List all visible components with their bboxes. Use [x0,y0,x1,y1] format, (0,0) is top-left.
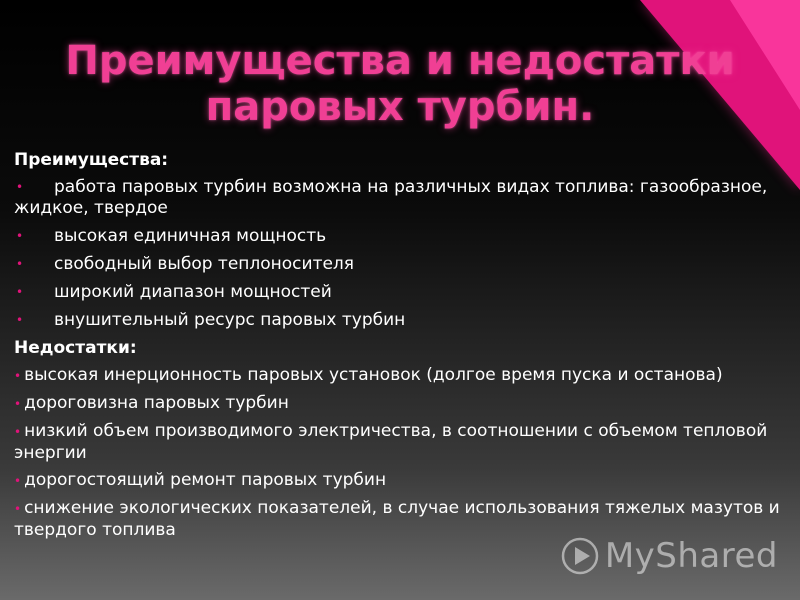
disadvantage-item [14,421,786,464]
advantage-item [14,226,786,247]
advantage-text: высокая единичная мощность [54,226,327,246]
bullet-icon: • [14,425,22,439]
bullet-icon: • [16,313,24,327]
bullet-icon: • [14,502,22,516]
slide-title: Преимущества и недостатки паровых турбин. [65,38,735,130]
bullet-icon: • [16,180,24,194]
bullet-icon: • [16,257,24,271]
disadvantage-text: снижение экологических показателей, в случае использования тяжелых мазутов и твердого топлива [14,498,780,540]
disadvantage-item [14,365,786,387]
disadvantage-text: дорогостоящий ремонт паровых турбин [24,470,387,490]
slide-content [14,150,786,547]
advantage-text: внушительный ресурс паровых турбин [54,310,406,330]
disadvantage-text: низкий объем производимого электричества, в соотношении с объемом тепловой энергии [14,421,768,463]
advantage-text: свободный выбор теплоносителя [54,254,355,274]
advantage-item [14,282,786,303]
advantage-text: работа паровых турбин возможна на различных видах топлива: газообразное, жидкое, твердое [14,177,768,218]
disadvantage-item [14,498,786,541]
bullet-icon: • [16,229,24,243]
play-triangle-icon [561,537,599,575]
advantages-heading: Преимущества: [14,150,169,170]
advantage-item [14,254,786,275]
disadvantage-item [14,393,786,415]
disadvantages-heading: Недостатки: [14,338,137,358]
advantage-text: широкий диапазон мощностей [54,282,332,302]
advantage-item [14,177,786,219]
bullet-icon: • [14,397,22,411]
watermark-logo [561,536,778,576]
bullet-icon: • [16,285,24,299]
advantage-item [14,310,786,331]
bullet-icon: • [14,474,22,488]
disadvantage-text: дороговизна паровых турбин [24,393,289,413]
disadvantage-item [14,470,786,492]
bullet-icon: • [14,369,22,383]
watermark-text: MyShared [604,536,778,576]
disadvantage-text: высокая инерционность паровых установок (долгое время пуска и останова) [24,365,723,385]
